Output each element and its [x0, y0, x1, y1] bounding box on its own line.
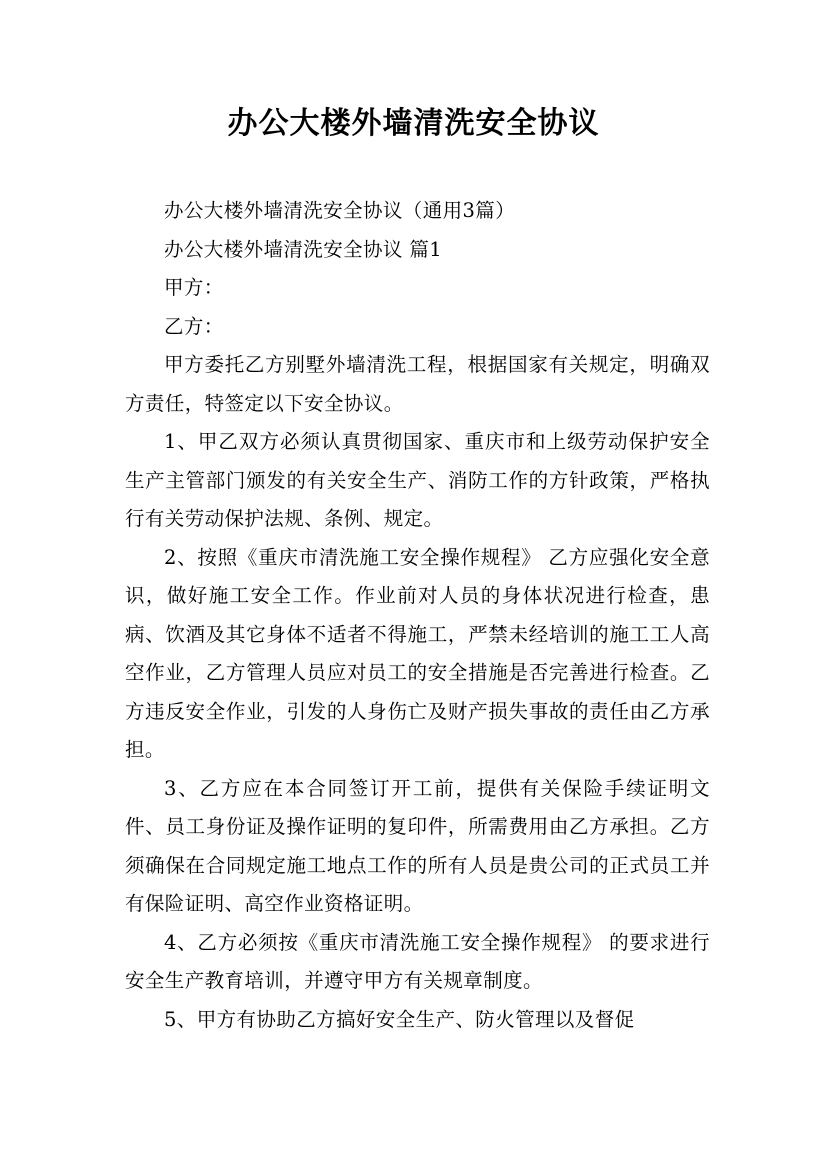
section-heading: 办公大楼外墙清洗安全协议 篇1 [164, 237, 443, 261]
party-b-label: 乙方： [164, 314, 224, 338]
paragraph-clause-5: 5、甲方有协助乙方搞好安全生产、防火管理以及督促 [164, 1007, 635, 1031]
document-subtitle: 办公大楼外墙清洗安全协议（通用3篇） [164, 199, 516, 222]
paragraph-clause-3: 3、乙方应在本合同签订开工前，提供有关保险手续证明文件、员工身份证及操作证明的复印件，所需费用由乙方承担。乙方须确保在合同规定施工地点工作的所有人员是贵公司的正式员工并有保险证明、高空作业资格证明。 [125, 776, 710, 915]
paragraph-clause-2: 2、按照《重庆市清洗施工安全操作规程》 乙方应强化安全意识，做好施工安全工作。作业前对人员的身体状况进行检查，患病、饮酒及其它身体不适者不得施工，严禁未经培训的施工工人高空作业，乙方管理人员应对员工的安全措施是否完善进行检查。乙方违反安全作业，引发的人身伤亡及财产损失事故的责任由乙方承担。 [125, 545, 710, 761]
paragraph-clause-4: 4、乙方必须按《重庆市清洗施工安全操作规程》 的要求进行安全生产教育培训，并遵守甲方有关规章制度。 [125, 930, 710, 992]
document-title: 办公大楼外墙清洗安全协议 [227, 106, 600, 141]
party-a-label: 甲方： [164, 276, 224, 299]
paragraph-intro: 甲方委托乙方别墅外墙清洗工程，根据国家有关规定，明确双方责任，特签定以下安全协议。 [125, 353, 710, 415]
paragraph-clause-1: 1、甲乙双方必须认真贯彻国家、重庆市和上级劳动保护安全生产主管部门颁发的有关安全生产、消防工作的方针政策，严格执行有关劳动保护法规、条例、规定。 [125, 430, 710, 530]
document-body [125, 192, 710, 1039]
